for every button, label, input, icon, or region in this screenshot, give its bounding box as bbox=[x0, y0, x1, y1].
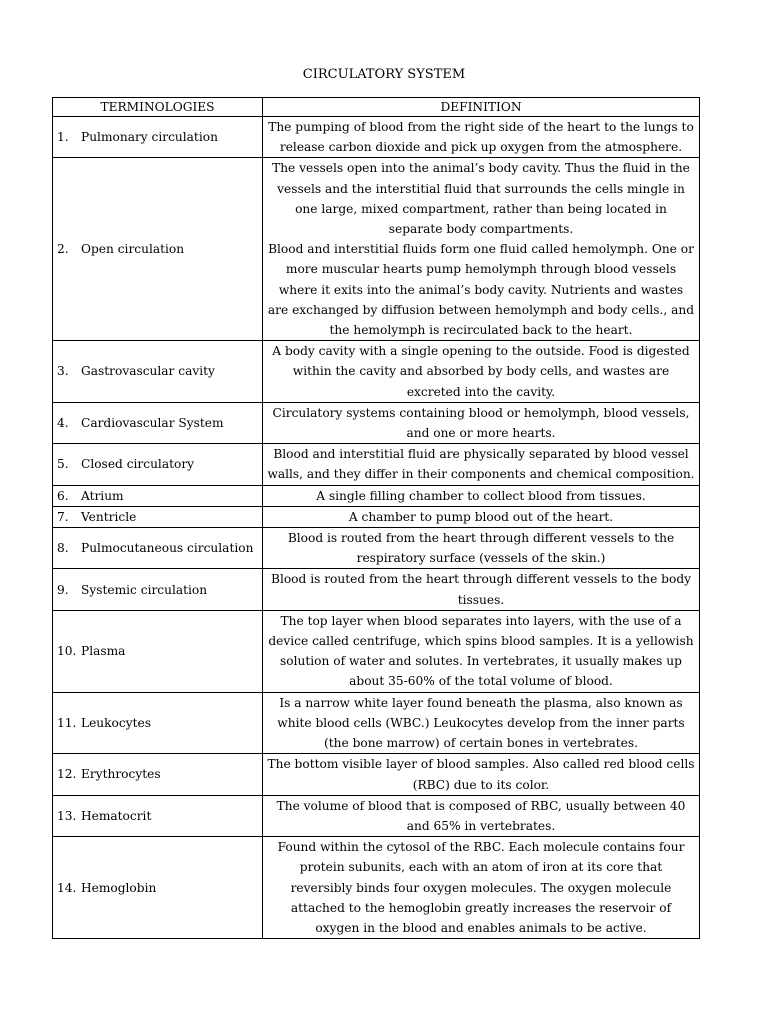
term-name: Erythrocytes bbox=[81, 767, 161, 782]
term-cell bbox=[53, 610, 263, 692]
definition-cell bbox=[263, 117, 700, 158]
term-name: Systemic circulation bbox=[81, 582, 208, 597]
table-row bbox=[53, 402, 700, 443]
term-name: Plasma bbox=[81, 644, 126, 659]
term-cell bbox=[53, 837, 263, 939]
definition-cell bbox=[263, 754, 700, 795]
row-number: 9. bbox=[57, 582, 69, 597]
term-name: Hemoglobin bbox=[81, 880, 157, 895]
definition-text: Is a narrow white layer found beneath the plasma, also known as white blood cells (WBC.) Leukocytes develop from the inner parts (the bone marrow) of certain bones in vertebrates. bbox=[277, 695, 685, 751]
definition-cell bbox=[263, 158, 700, 341]
definition-cell bbox=[263, 506, 700, 527]
table-row bbox=[53, 569, 700, 610]
term-cell bbox=[53, 444, 263, 485]
definition-text: The bottom visible layer of blood samples. Also called red blood cells (RBC) due to its color. bbox=[267, 757, 695, 792]
term-name: Atrium bbox=[81, 488, 124, 503]
table-row bbox=[53, 795, 700, 836]
definition-text: Blood is routed from the heart through different vessels to the respiratory surface (vessels of the skin.) bbox=[287, 531, 675, 566]
table-row bbox=[53, 444, 700, 485]
term-cell bbox=[53, 754, 263, 795]
term-cell bbox=[53, 506, 263, 527]
term-name: Ventricle bbox=[81, 509, 137, 524]
definition-cell bbox=[263, 444, 700, 485]
header-definition: DEFINITION bbox=[263, 98, 700, 117]
term-name: Open circulation bbox=[81, 242, 185, 257]
definition-text: The pumping of blood from the right side of the heart to the lungs to release carbon dioxide and pick up oxygen from the atmosphere. bbox=[268, 120, 694, 155]
row-number: 12. bbox=[57, 767, 77, 782]
term-name: Pulmonary circulation bbox=[81, 130, 218, 145]
table-body bbox=[53, 117, 700, 939]
table-row bbox=[53, 341, 700, 403]
definition-text: Found within the cytosol of the RBC. Each molecule contains four protein subunits, each with an atom of iron at its core that reversibly binds four oxygen molecules. The oxygen molecule attached to the hemoglobin greatly increases the reservoir of oxygen in the blood and enables animals to be active. bbox=[277, 840, 685, 935]
table-row bbox=[53, 485, 700, 506]
table-row bbox=[53, 117, 700, 158]
term-name: Closed circulatory bbox=[81, 457, 195, 472]
term-cell bbox=[53, 528, 263, 569]
definition-text: Blood and interstitial fluid are physically separated by blood vessel walls, and they differ in their components and chemical composition. bbox=[267, 447, 695, 482]
row-number: 5. bbox=[57, 457, 69, 472]
definition-text: A chamber to pump blood out of the heart. bbox=[348, 509, 614, 524]
definition-cell bbox=[263, 341, 700, 403]
definition-text: Blood is routed from the heart through different vessels to the body tissues. bbox=[270, 572, 692, 607]
definition-text: Circulatory systems containing blood or hemolymph, blood vessels, and one or more hearts. bbox=[272, 405, 690, 441]
row-number: 14. bbox=[57, 880, 77, 895]
row-number: 3. bbox=[57, 364, 69, 379]
term-name: Pulmocutaneous circulation bbox=[81, 541, 254, 556]
definition-text: A body cavity with a single opening to the outside. Food is digested within the cavity and absorbed by body cells, and wastes are excreted into the cavity. bbox=[272, 344, 690, 399]
definition-cell bbox=[263, 610, 700, 692]
row-number: 6. bbox=[57, 488, 69, 503]
term-cell bbox=[53, 795, 263, 836]
table-row bbox=[53, 158, 700, 341]
definition-cell bbox=[263, 402, 700, 443]
row-number: 2. bbox=[57, 242, 69, 257]
term-name: Cardiovascular System bbox=[81, 415, 224, 430]
definition-text: The vessels open into the animal’s body cavity. Thus the fluid in the vessels and the interstitial fluid that surrounds the cells mingle in one large, mixed compartment, rather than being located in separate body compartments. bbox=[272, 161, 690, 237]
definition-text: A single filling chamber to collect blood from tissues. bbox=[316, 488, 646, 503]
row-number: 4. bbox=[57, 415, 69, 430]
table-row bbox=[53, 837, 700, 939]
term-cell bbox=[53, 485, 263, 506]
term-cell bbox=[53, 402, 263, 443]
definition-text: The volume of blood that is composed of RBC, usually between 40 and 65% in vertebrates. bbox=[276, 798, 686, 833]
term-name: Hematocrit bbox=[81, 808, 152, 823]
table-row bbox=[53, 754, 700, 795]
term-cell bbox=[53, 341, 263, 403]
definition-cell bbox=[263, 569, 700, 610]
row-number: 7. bbox=[57, 509, 69, 524]
term-name: Leukocytes bbox=[81, 715, 151, 730]
table-row bbox=[53, 610, 700, 692]
term-cell bbox=[53, 158, 263, 341]
definition-text: The top layer when blood separates into layers, with the use of a device called centrifuge, which spins blood samples. It is a yellowish solution of water and solutes. In vertebrates, it usually makes up about 35-60% of the total volume of blood. bbox=[268, 613, 694, 689]
definition-cell bbox=[263, 692, 700, 754]
table-row bbox=[53, 692, 700, 754]
table-header bbox=[53, 98, 700, 117]
header-terminologies: TERMINOLOGIES bbox=[53, 98, 263, 117]
term-cell bbox=[53, 569, 263, 610]
definition-cell bbox=[263, 837, 700, 939]
terminology-table bbox=[52, 97, 700, 939]
definition-cell bbox=[263, 795, 700, 836]
table-row bbox=[53, 506, 700, 527]
term-cell bbox=[53, 117, 263, 158]
definition-cell bbox=[263, 485, 700, 506]
row-number: 1. bbox=[57, 130, 69, 145]
term-name: Gastrovascular cavity bbox=[81, 364, 215, 379]
term-cell bbox=[53, 692, 263, 754]
row-number: 8. bbox=[57, 541, 69, 556]
definition-cell bbox=[263, 528, 700, 569]
header-row bbox=[53, 98, 700, 117]
definition-text: Blood and interstitial fluids form one fluid called hemolymph. One or more muscular hearts pump hemolymph through blood vessels where it exits into the animal’s body cavity. Nutrients and wastes are exchanged by diffusion between hemolymph and body cells., and the hemolymph is recirculated back to the heart. bbox=[267, 242, 695, 338]
page-title: CIRCULATORY SYSTEM bbox=[302, 67, 466, 82]
row-number: 13. bbox=[57, 808, 77, 823]
row-number: 10. bbox=[57, 644, 77, 659]
row-number: 11. bbox=[57, 715, 77, 730]
table-row bbox=[53, 528, 700, 569]
